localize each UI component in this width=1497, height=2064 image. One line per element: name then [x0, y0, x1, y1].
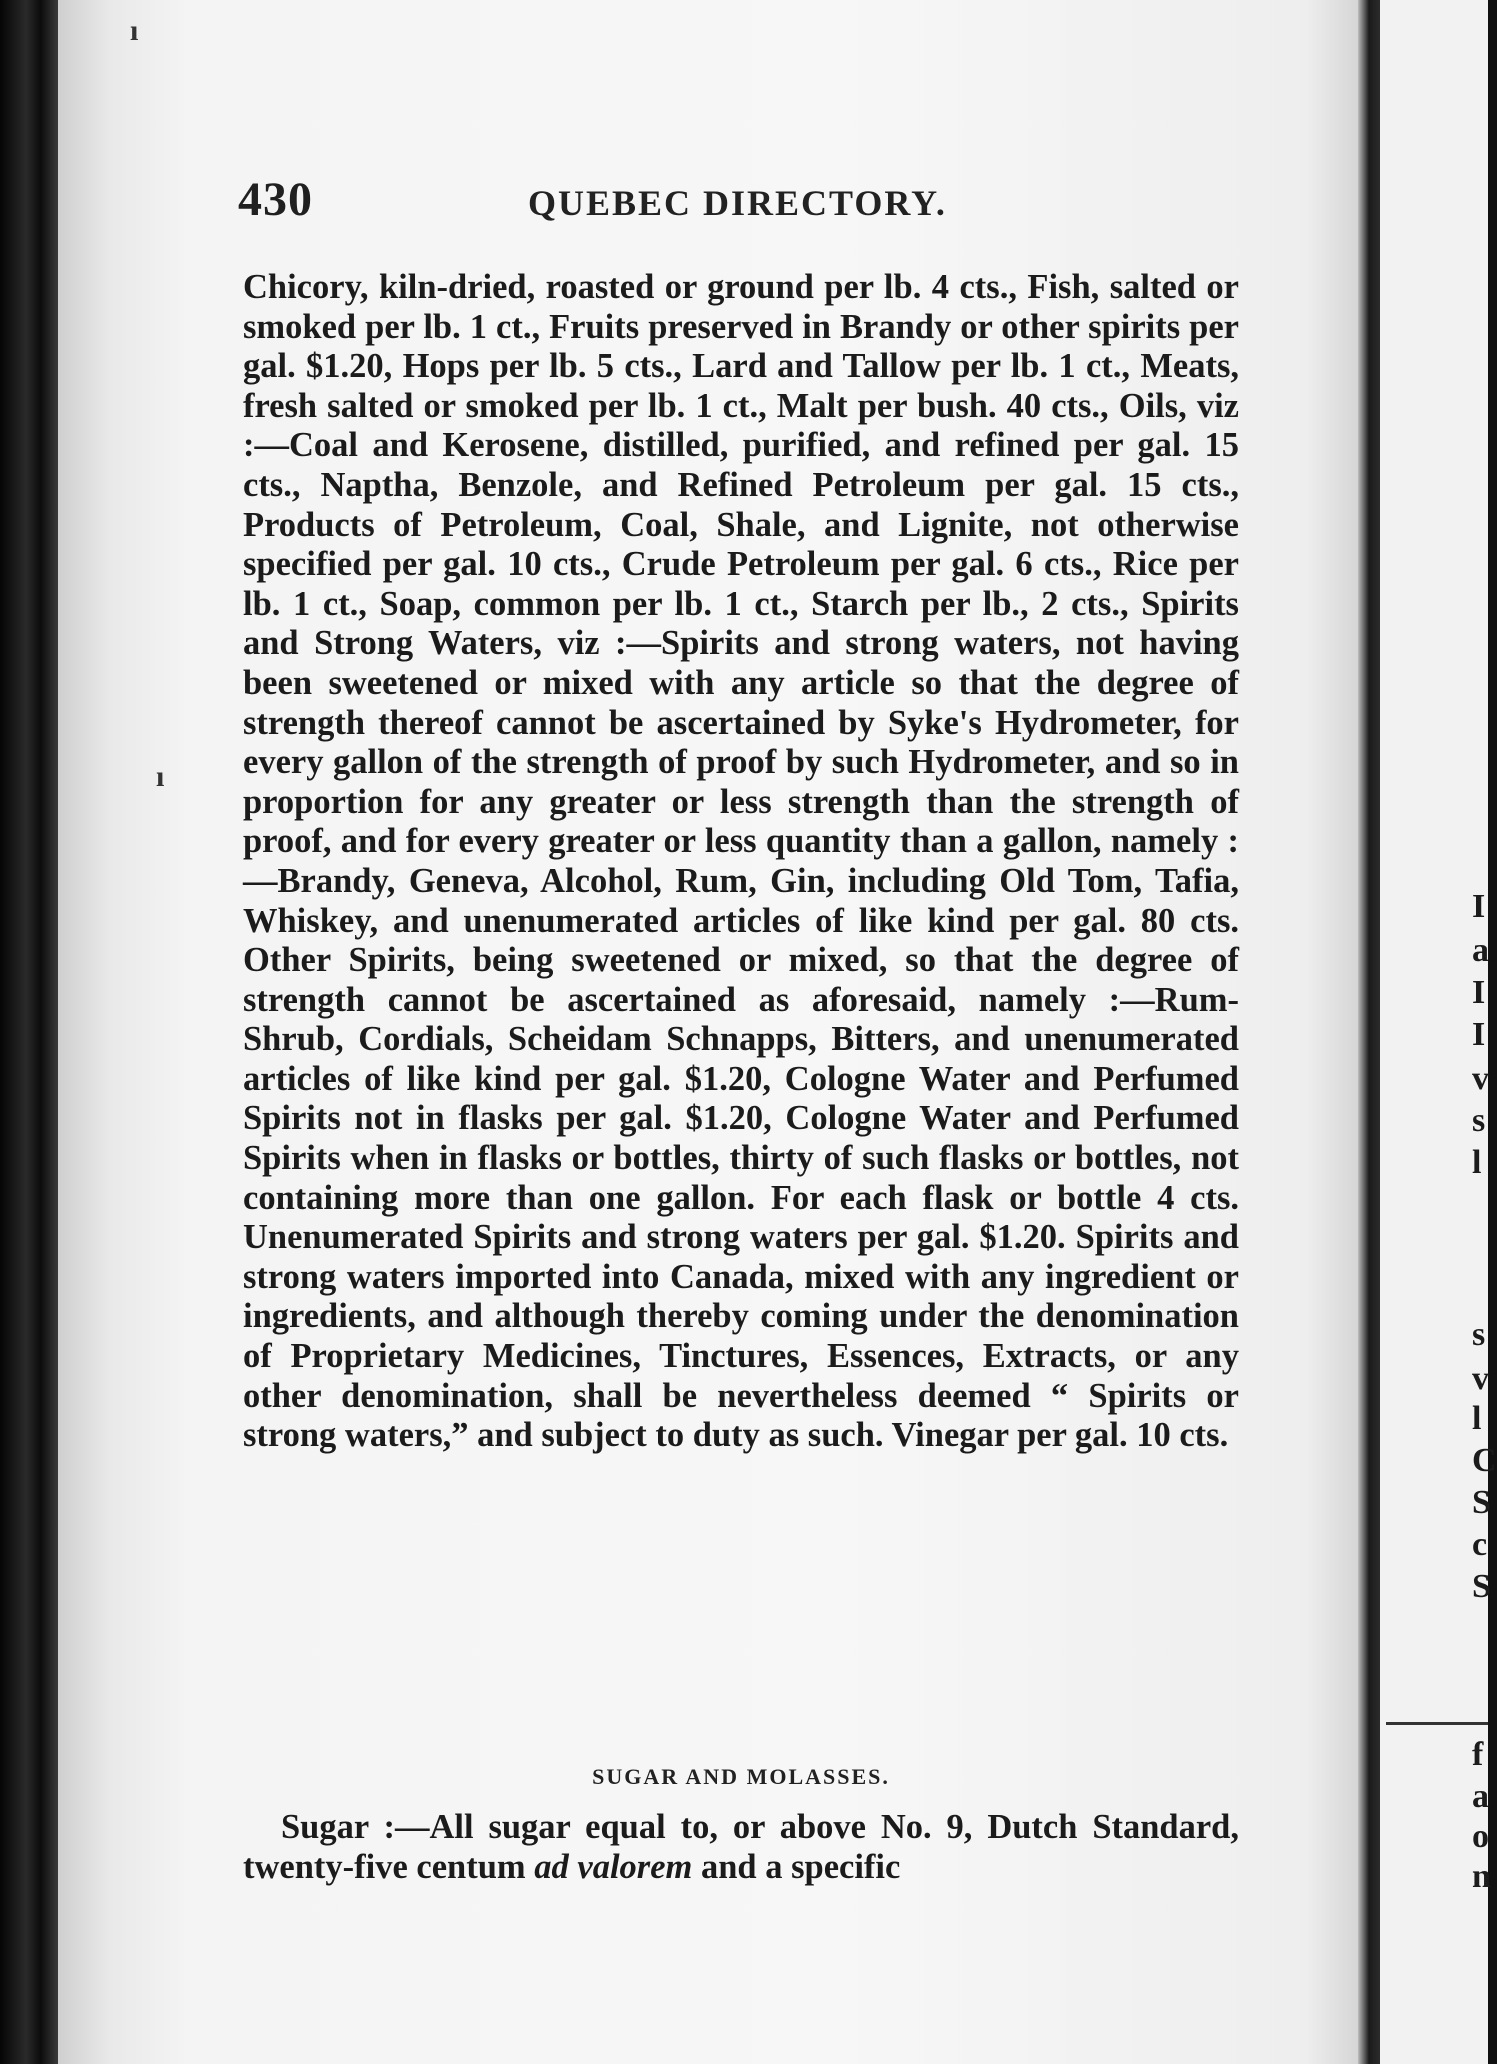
facing-page-fragment: I [1472, 1016, 1486, 1053]
facing-page-fragment: S [1472, 1484, 1491, 1521]
section-heading: SUGAR AND MOLASSES. [592, 1764, 890, 1789]
book-binding-edge [0, 0, 58, 2064]
tariff-paragraph-text: Chicory, kiln-dried, roasted or ground per lb. 4 cts., Fish, salted or smoked per lb. 1 ct., Fruits preserved in Brandy or other spirits per gal. $1.20, Hops per lb. 5 cts., Lard and Tallow per lb. 1 ct., Meats, fresh salted or smoked per lb. 1 ct., Malt per bush. 40 cts., Oils, viz :—Coal and Kerosene, distilled, purified, and refined per gal. 15 cts., Naptha, Benzole, and Refined Petroleum per gal. 15 cts., Products of Petroleum, Coal, Shale, and Lignite, not otherwise specified per gal. 10 cts., Crude Petroleum per gal. 6 cts., Rice per lb. 1 ct., Soap, common per lb. 1 ct., Starch per lb., 2 cts., Spirits and Strong Waters, viz :—Spirits and strong waters, not having been sweetened or mixed with any article so that the degree of strength thereof cannot be ascertained by Syke's Hydrometer, for every gallon of the strength of proof by such Hydrometer, and so in proportion for any greater or less strength than the strength of proof, and for every greater or less quantity than a gallon, namely :—Brandy, Geneva, Alcohol, Rum, Gin, including Old Tom, Tafia, Whiskey, and unenumerated articles of like kind per gal. 80 cts. Other Spirits, being sweetened or mixed, so that the degree of strength cannot be ascertained as aforesaid, namely :—Rum-Shrub, Cordials, Scheidam Schnapps, Bitters, and unenumerated articles of like kind per gal. $1.20, Cologne Water and Perfumed Spirits not in flasks per gal. $1.20, Cologne Water and Perfumed Spirits when in flasks or bottles, thirty of such flasks or bottles, not containing more than one gallon. For each flask or bottle 4 cts. Unenumerated Spirits and strong waters per gal. $1.20. Spirits and strong waters imported into Canada, mixed with any ingredient or ingredients, and although thereby coming under the denomination of Proprietary Medicines, Tinctures, Essences, Extracts, or any other denomination, shall be nevertheless deemed “ Spirits or strong waters,” and subject to duty as such. Vinegar per gal. 10 cts. [243, 268, 1239, 1455]
sugar-text-start: Sugar :—All sugar equal to, or above No. 9, Dutch Standard, twenty-five centum [243, 1808, 1239, 1886]
sugar-text-end: and a specific [692, 1847, 901, 1886]
running-head [238, 172, 1238, 232]
facing-page-fragment: l [1472, 1400, 1482, 1437]
facing-page-fragment: a [1472, 932, 1489, 969]
running-title: QUEBEC DIRECTORY. [528, 183, 947, 223]
facing-page-fragment: o [1472, 1818, 1489, 1855]
facing-page-rule [1386, 1722, 1488, 1725]
facing-page-fragment: v [1472, 1060, 1489, 1097]
page-gutter [1358, 0, 1380, 2064]
facing-page-fragment: I [1472, 974, 1486, 1011]
facing-page-edge [1380, 0, 1497, 2064]
facing-page-fragment: f [1472, 1736, 1484, 1773]
sugar-paragraph [243, 1808, 1239, 1887]
facing-page-fragment: c [1472, 1526, 1488, 1563]
facing-page-fragment: s [1472, 1102, 1486, 1139]
facing-page-fragment: s [1472, 1316, 1486, 1353]
tariff-paragraph [243, 268, 1239, 1456]
facing-page-fragment: I [1472, 888, 1486, 925]
sugar-italic-term: ad valorem [534, 1847, 693, 1886]
facing-page-fragment: v [1472, 1360, 1489, 1397]
margin-tick-mark: ı [130, 14, 139, 47]
margin-tick-mark: ı [156, 760, 165, 793]
facing-page-fragment: C [1472, 1442, 1497, 1479]
facing-page-fragment: n [1472, 1858, 1491, 1895]
page-number: 430 [238, 173, 313, 226]
facing-page-fragment: a [1472, 1778, 1489, 1815]
facing-page-fragment: S [1472, 1568, 1491, 1605]
facing-page-fragment: l [1472, 1144, 1482, 1181]
